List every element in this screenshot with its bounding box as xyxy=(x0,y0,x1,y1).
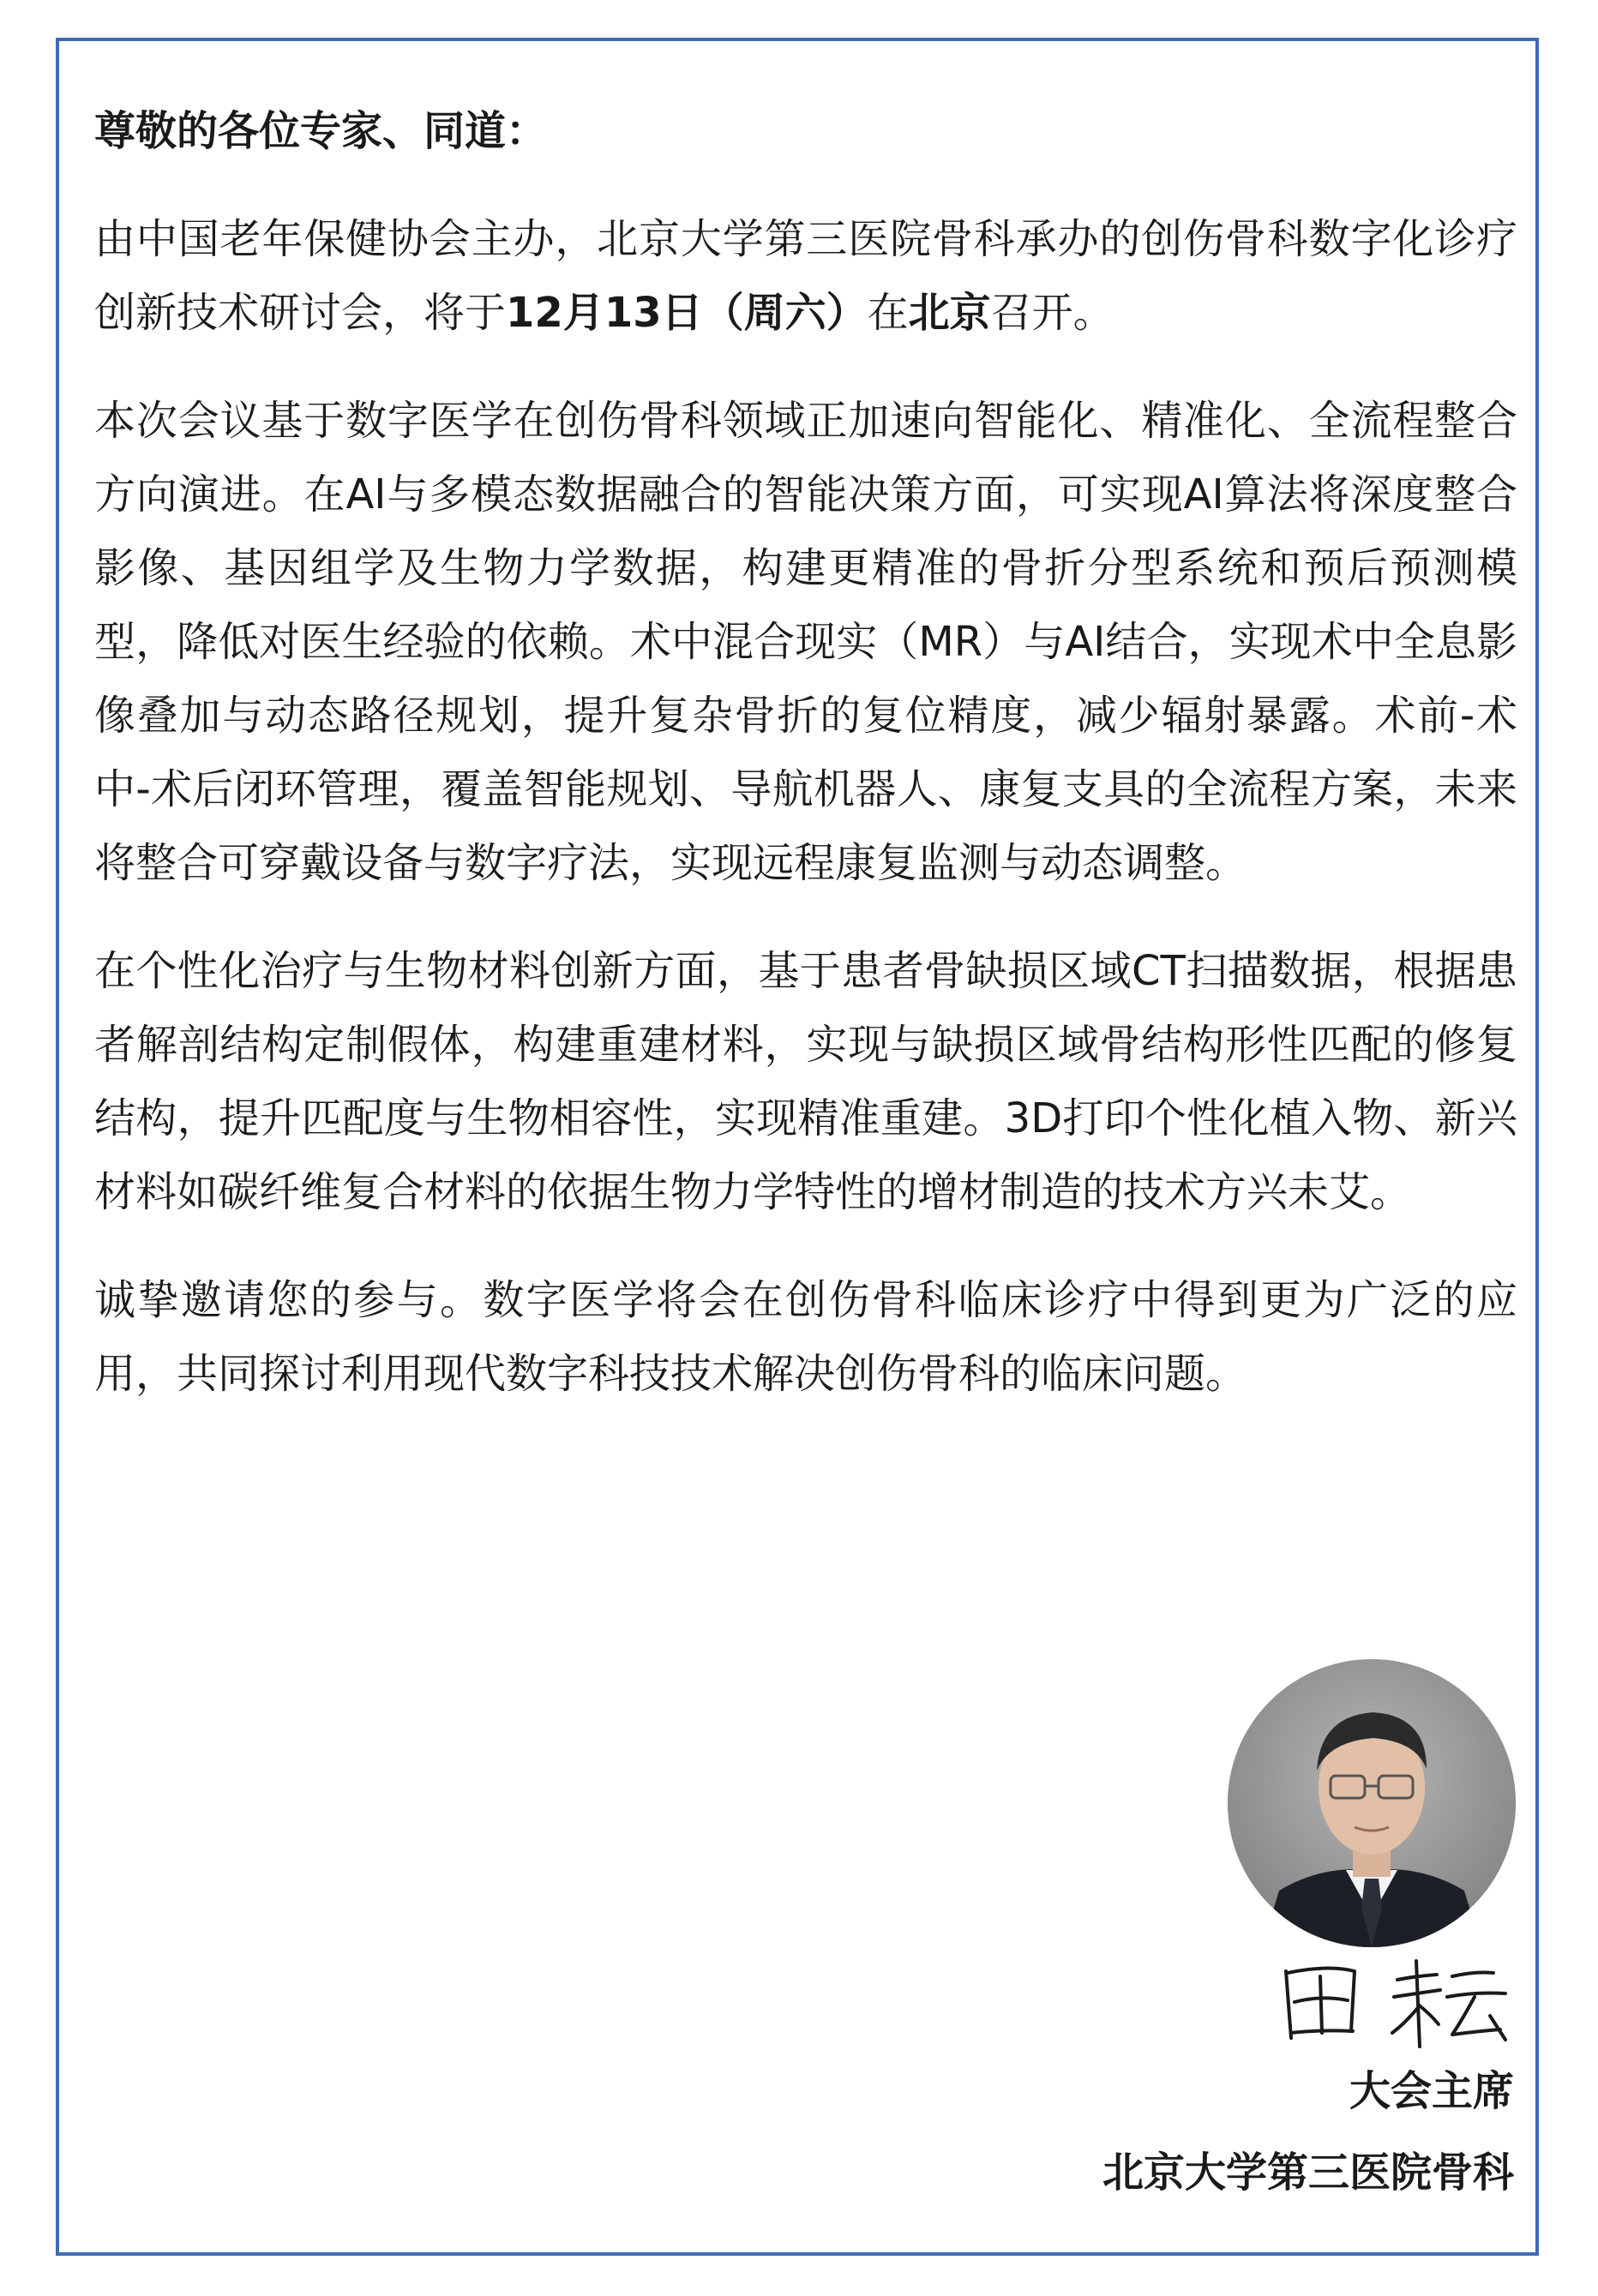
signature-image xyxy=(1269,1945,1526,2057)
paragraph-intro xyxy=(94,202,1517,350)
meeting-date: 12月13日（周六） xyxy=(506,289,868,337)
intro-text-pre: 由中国老年保健协会主办，北京大学第三医院骨科承办的创伤骨科数字化诊疗创新技术研讨会，将于 xyxy=(94,215,1517,337)
signatory-role: 大会主席 xyxy=(1349,2067,1514,2115)
handwritten-signature xyxy=(1269,1945,1526,2057)
portrait-image xyxy=(1228,1659,1516,1947)
greeting: 尊敬的各位专家、同道： xyxy=(94,107,548,155)
paragraph-personalized-treatment: 在个性化治疗与生物材料创新方面，基于患者骨缺损区域CT扫描数据，根据患者解剖结构定制假体，构建重建材料，实现与缺损区域骨结构形性匹配的修复结构，提升匹配度与生物相容性，实现精准重建。3D打印个性化植入物、新兴材料如碳纤维复合材料的依据生物力学特性的增材制造的技术方兴未艾。 xyxy=(94,947,1517,1216)
paragraph-invitation: 诚挚邀请您的参与。数字医学将会在创伤骨科临床诊疗中得到更为广泛的应用，共同探讨利用现代数字科技技术解决创伤骨科的临床问题。 xyxy=(94,1276,1517,1398)
signatory-organization: 北京大学第三医院骨科 xyxy=(1102,2149,1514,2197)
letter-body xyxy=(94,94,1517,1411)
paragraph-digital-medicine: 本次会议基于数字医学在创伤骨科领域正加速向智能化、精准化、全流程整合方向演进。在AI与多模态数据融合的智能决策方面，可实现AI算法将深度整合影像、基因组学及生物力学数据，构建更精准的骨折分型系统和预后预测模型，降低对医生经验的依赖。术中混合现实（MR）与AI结合，实现术中全息影像叠加与动态路径规划，提升复杂骨折的复位精度，减少辐射暴露。术前-术中-术后闭环管理，覆盖智能规划、导航机器人、康复支具的全流程方案，未来将整合可穿戴设备与数字疗法，实现远程康复监测与动态调整。 xyxy=(94,397,1517,887)
chairman-portrait xyxy=(1228,1659,1516,1947)
intro-text-post: 召开。 xyxy=(990,289,1114,337)
meeting-city: 北京 xyxy=(908,289,991,337)
intro-text-mid: 在 xyxy=(867,289,909,337)
